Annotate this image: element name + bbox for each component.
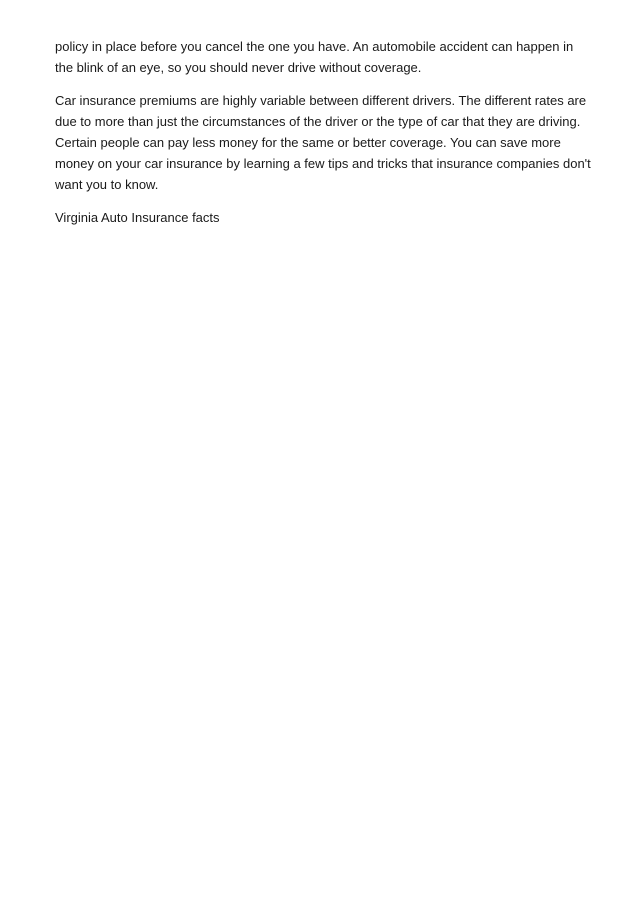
document-body bbox=[55, 36, 595, 228]
paragraph-premiums bbox=[55, 90, 595, 195]
paragraph-coverage bbox=[55, 36, 595, 78]
paragraph-line: Car insurance premiums are highly variable between different drivers. The different rates are bbox=[55, 93, 587, 108]
paragraph-line: money on your car insurance by learning a few tips and tricks that insurance companies don't bbox=[55, 156, 591, 171]
paragraph-line: want you to know. bbox=[55, 177, 159, 192]
paragraph-line: the blink of an eye, so you should never drive without coverage. bbox=[55, 60, 422, 75]
paragraph-line: Certain people can pay less money for the same or better coverage. You can save more bbox=[55, 135, 561, 150]
paragraph-line: due to more than just the circumstances of the driver or the type of car that they are driving. bbox=[55, 114, 581, 129]
virginia-insurance-link[interactable]: Virginia Auto Insurance facts bbox=[55, 210, 220, 225]
paragraph-line: policy in place before you cancel the one you have. An automobile accident can happen in bbox=[55, 39, 574, 54]
